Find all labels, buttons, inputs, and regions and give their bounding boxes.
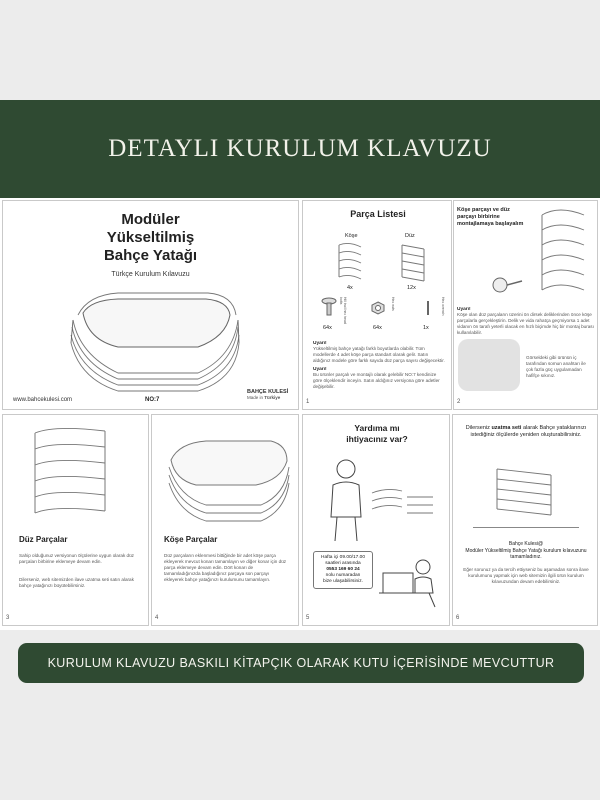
page-extension [452,414,598,626]
manual-pages-sheet [0,198,600,630]
parts-warning2-text: Bu ürünler parçalı ve montajlı olarak gelebilir NO:7 kendinize göre ölçeklendir inceyin. Satın aldığınız versiyona göre adetler değişebilir. [313,372,440,389]
corner-piece-icon [335,241,365,281]
corner-label: Köşe [345,233,358,239]
page-number: 1 [306,399,310,405]
cover-website: www.bahcekulesi.com [13,397,73,403]
cover-title-line2: Yükseltilmiş [106,229,195,246]
straight-parts-heading: Düz Parçalar [19,535,68,544]
bed-parts-sketch [367,485,437,523]
assembly-heading-line3: montajlamaya başlayalım [457,221,524,227]
straight-parts-text2: Dilerseniz, web sitemizden ilave uzatma seti satın alarak bahçe yatağınızı büyütebilirsiniz. [19,577,134,588]
wrench-quantity: 1x [423,325,429,331]
nut-caption: Hex nuts [391,297,395,311]
straight-label: Düz [405,233,415,239]
page-corner-parts [151,414,299,626]
assembly-heading-line2: parçayı birbirine [457,214,500,220]
extension-text [461,425,591,439]
cover-title-line1: Modüler [121,211,180,228]
banner-title: DETAYLI KURULUM KLAVUZU [108,135,492,162]
page-help [302,414,450,626]
wrench-caption: Hex wrench [441,297,445,316]
brand-logo [247,389,297,400]
page-parts-list [302,200,452,410]
bolt-quantity: 64x [323,325,332,331]
parts-warning1-text: Yükseltilmiş bahçe yatağı farklı boyutlarda olabilir. Tüm modellerde 4 adet köşe parça standart olarak gelir. Satın aldığınız modele göre farklı sayıda düz parça sayısı değişecektir. [313,346,445,363]
nut-icon [371,301,385,315]
help-heading-line1: Yardıma mı [354,423,400,433]
footer-banner [18,643,584,683]
page-number: 2 [457,399,461,405]
made-in-line [247,395,297,400]
support-line3: nolu numaradan [325,573,361,578]
support-phone: 0553 169 60 24 [326,567,360,572]
page-straight-parts [2,414,149,626]
bolt-insert-illustration [482,267,528,303]
made-in-prefix: Made in [247,395,264,400]
corner-assembly-illustration [534,205,596,300]
support-agent-illustration [379,549,445,609]
thanks-line2: Modüler Yükseltilmiş Bahçe Yatağı kurulum kılavuzunu tamamladınız. [465,547,587,560]
assembly-heading-line1: Köşe parçayı ve düz [457,207,510,213]
person-on-phone-illustration [321,455,371,545]
cover-model: NO:7 [145,397,160,403]
extension-text-post: alarak Bahçe yataklarınızı istediğiniz ölçülerde yeniden oluşturabilirsiniz. [470,425,587,438]
title-banner [0,100,600,198]
footer-text: KURULUM KLAVUZU BASKILI KİTAPÇIK OLARAK KUTU İÇERİSİNDE MEVCUTTUR [47,656,555,670]
made-in-country: Türkiye [264,395,281,400]
page-assembly-start [453,200,598,410]
extension-text-bold: uzatma seti [491,425,522,431]
wrench-hand-photo [458,339,520,391]
raised-bed-illustration [58,285,248,395]
parts-warning2-title: Uyarı! [313,367,327,372]
cover-subtitle: Türkçe Kurulum Kılavuzu [111,271,190,278]
page-number: 5 [306,615,310,621]
bolt-icon [321,297,337,317]
assembly-note: Görseldeki gibi ürünün iç tarafından somun anahtarı ile çok fazla güç uygulamadan hafifçe sıkınız. [526,355,586,378]
bolt-caption: Hill trail hex head bolts [339,297,347,324]
extension-set-illustration [491,461,561,521]
help-heading-line2: ihtiyacınız var? [346,434,408,444]
support-line1: Hafta içi 09.00/17.00 [320,555,365,560]
corner-quantity: 4x [347,285,353,291]
brand-name: BAHÇE KULESİ [247,389,289,395]
parts-list-title: Parça Listesi [350,209,406,219]
straight-parts-illustration [15,421,135,521]
extension-text-pre: Dilerseniz [465,425,490,431]
nut-quantity: 64x [373,325,382,331]
page-number: 3 [6,615,10,621]
straight-piece-icon [398,241,428,281]
parts-warning1-title: Uyarı! [313,341,327,346]
page-number: 6 [456,615,460,621]
assembly-warning-text: Köşe olan düz parçaların üzerini ön dirsek deliklerinden önce köşe parçalarla gerçekleştirin. Delik ve vida rahatça geçmiyorsa 1 adet vidanın ön tarafı yeterli olacak en hızlı biçimde hiç bir montaj burası kullanılabilir. [457,312,594,335]
page-number: 4 [155,615,159,621]
assembly-warning-title: Uyarı! [457,307,471,312]
extension-divider [473,527,579,528]
cover-title-line3: Bahçe Yatağı [103,247,198,264]
corner-parts-text: Düz parçaların eklenmesi bittiğinde bir adet köşe parça ekleyerek mevcut konarı tamamlayın ve diğer konar için düz parça eklemeye devam edin. Dört konarı de tamamladığınızda başladığınız parçaya son parçayı ekleyerek bahçe yatağınızı kurulumunu tamamlayın. [164,553,287,582]
wrench-icon [421,299,435,317]
support-line2: saatleri arasında [325,561,361,566]
page-cover [2,200,299,410]
corner-parts-illustration [161,435,291,525]
corner-parts-heading: Köşe Parçalar [164,535,218,544]
support-line4: bize ulaşabilirsiniz. [323,579,363,584]
support-info-box [313,551,373,589]
thanks-line1: Bahçe Kulesi@ [508,541,544,547]
straight-quantity: 12x [407,285,416,291]
straight-parts-text1: Sahip olduğunuz versiyonun ölçülerine uygun olarak düz parçaları birbirine eklemeye devam edin. [19,553,134,564]
extension-info: Eğer sorunuz ya da tercih ettiyseniz bu aşamadan sonra ilave kurulumunu yapmak için web sitemizin ilgili ürün kurulum kılavuzundan devam edebilirsiniz. [463,567,589,584]
